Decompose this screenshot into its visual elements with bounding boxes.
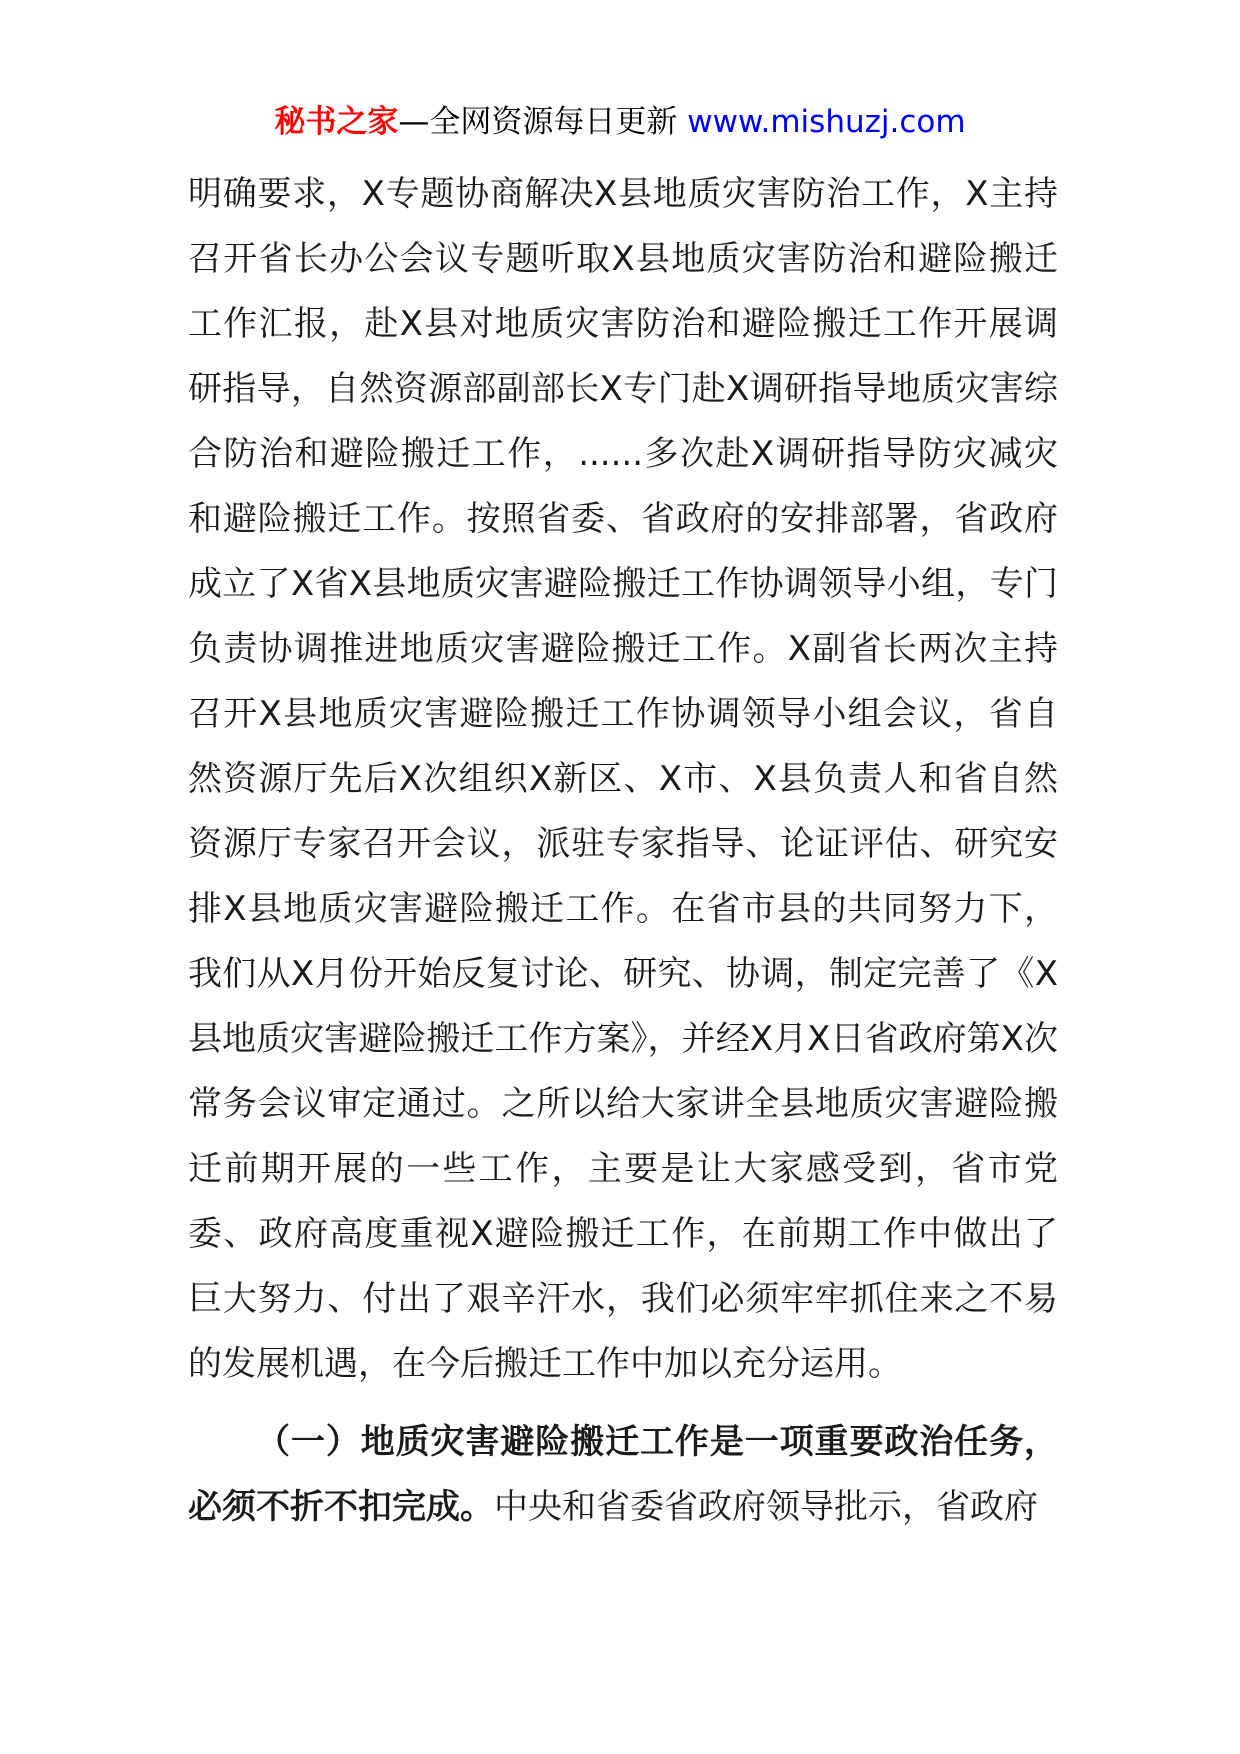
- body-paragraph: 明确要求，X专题协商解决X县地质灾害防治工作，X主持召开省长办公会议专题听取X县地质灾害防治和避险搬迁工作汇报，赴X县对地质灾害防治和避险搬迁工作开展调研指导，自然资源部副部长X专门赴X调研指导地质灾害综合防治和避险搬迁工作，......多次赴X调研指导防灾减灾和避险搬迁工作。按照省委、省政府的安排部署，省政府成立了X省X县地质灾害避险搬迁工作协调领导小组，专门负责协调推进地质灾害避险搬迁工作。X副省长两次主持召开X县地质灾害避险搬迁工作协调领导小组会议，省自然资源厅先后X次组织X新区、X市、X县负责人和省自然资源厅专家召开会议，派驻专家指导、论证评估、研究安排X县地质灾害避险搬迁工作。在省市县的共同努力下，我们从X月份开始反复讨论、研究、协调，制定完善了《X县地质灾害避险搬迁工作方案》，并经X月X日省政府第X次常务会议审定通过。之所以给大家讲全县地质灾害避险搬迁前期开展的一些工作，主要是让大家感受到，省市党委、政府高度重视X避险搬迁工作，在前期工作中做出了巨大努力、付出了艰辛汗水，我们必须牢牢抓住来之不易的发展机遇，在今后搬迁工作中加以充分运用。: [188, 174, 1058, 1384]
- site-tagline: —全网资源每日更新: [398, 104, 678, 140]
- section-paragraph-text: 中央和省委省政府领导批示，省政府: [494, 1487, 1038, 1527]
- site-brand: 秘书之家: [274, 104, 399, 140]
- section-paragraph: [188, 1410, 1058, 1540]
- document-body: [188, 162, 1058, 1540]
- site-header: [0, 100, 1240, 144]
- site-url-link[interactable]: www.mishuzj.com: [687, 104, 966, 140]
- section-heading: （一）地质灾害避险搬迁工作是一项重要政治任务，必须不折不扣完成。: [188, 1422, 1058, 1527]
